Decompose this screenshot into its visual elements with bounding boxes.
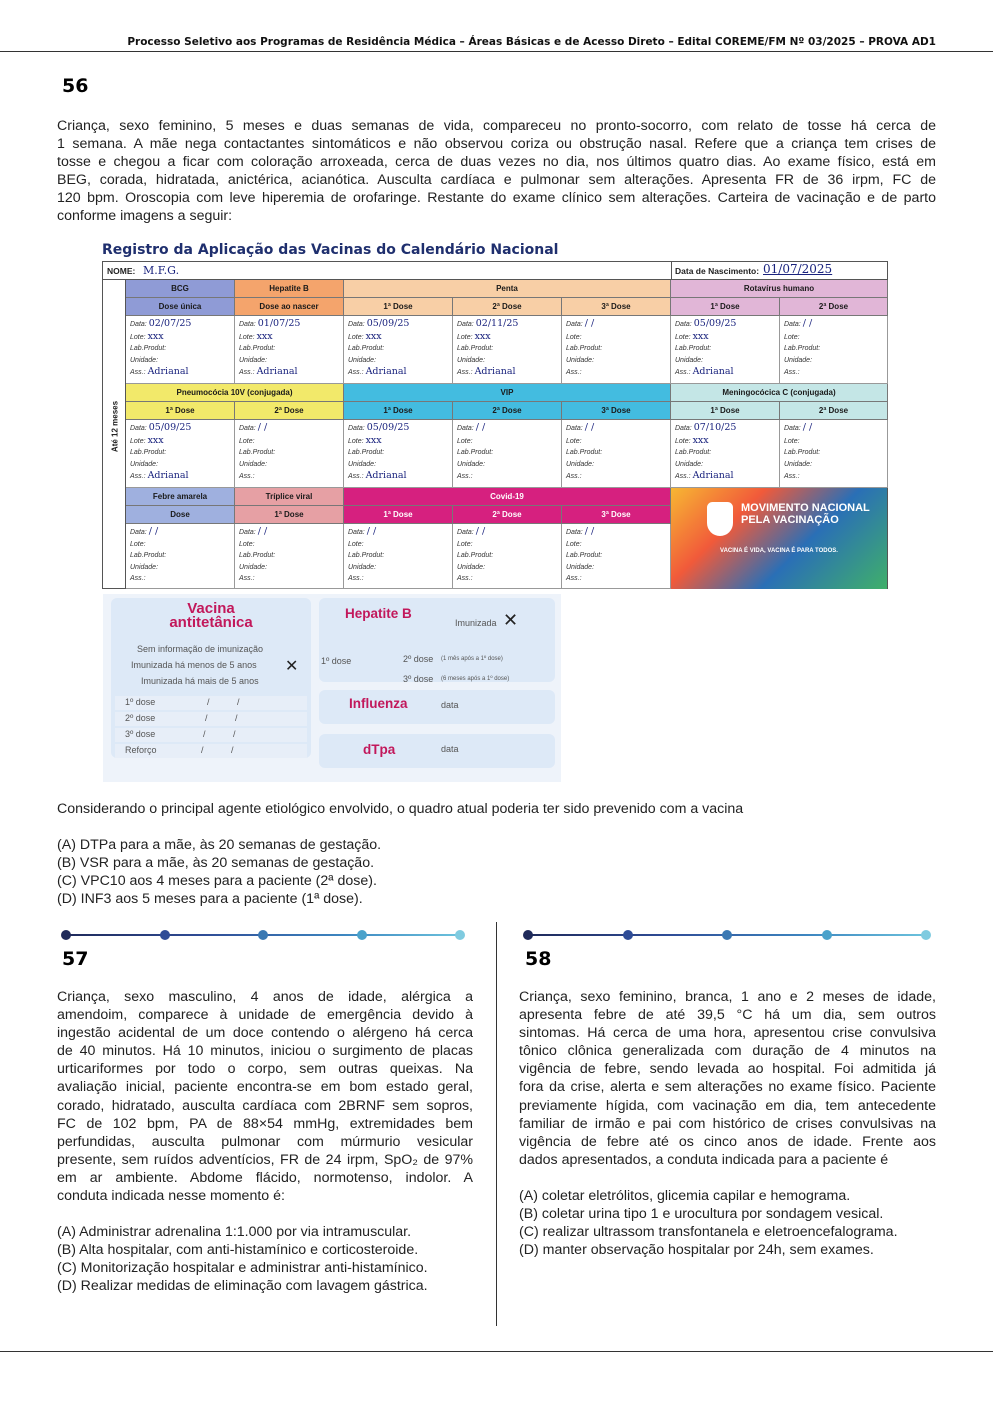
- timeline-decoration-right: [523, 928, 931, 942]
- field-label-unidade: Unidade:: [675, 460, 704, 468]
- field-label-ass: Ass.:: [457, 369, 473, 377]
- dose-header: 2ª Dose: [780, 298, 888, 316]
- field-label-lab: Lab.Produt:: [566, 449, 603, 457]
- handwritten-date: 07/10/25: [693, 422, 737, 433]
- dose-record-cell: [344, 420, 453, 488]
- field-label-data: Data:: [239, 529, 256, 536]
- handwritten-date: / /: [584, 526, 595, 537]
- handwritten-date: 05/09/25: [693, 318, 737, 329]
- field-label-lab: Lab.Produt:: [784, 345, 821, 353]
- handwritten-ass: Adrianal: [147, 366, 189, 378]
- answer-option[interactable]: (C) VPC10 aos 4 meses para a paciente (2ª dose).: [57, 873, 377, 889]
- field-label-lab: Lab.Produt:: [348, 449, 385, 457]
- field-label-ass: Ass.:: [239, 575, 255, 583]
- hepatitis-b-dose-2-note: (1 mês após a 1º dose): [441, 656, 503, 662]
- field-label-lab: Lab.Produt:: [457, 345, 494, 353]
- field-label-lab: Lab.Produt:: [130, 552, 167, 560]
- field-label-lote: Lote:: [784, 333, 800, 341]
- question-56-prompt: [57, 800, 936, 818]
- answer-option[interactable]: (C) realizar ultrassom transfontanela e eletroencefalograma.: [519, 1224, 898, 1240]
- age-side-label: [103, 280, 126, 589]
- handwritten-lote: xxx: [692, 434, 709, 446]
- handwritten-date: / /: [148, 526, 159, 537]
- field-label-lote: Lote:: [348, 540, 364, 548]
- penta-header: Penta: [344, 280, 671, 298]
- statement-line: Criança, sexo feminino, branca, 1 ano e 2 meses de idade,: [519, 989, 936, 1005]
- dose-header: Dose única: [126, 298, 235, 316]
- dose-header: 1ª Dose: [126, 402, 235, 420]
- vaccine-card-title: Registro da Aplicação das Vacinas do Calendário Nacional: [102, 242, 559, 258]
- field-label-data: Data:: [130, 321, 147, 328]
- field-label-ass: Ass.:: [675, 473, 691, 481]
- dose-record-cell: [235, 420, 344, 488]
- field-label-lote: Lote:: [675, 437, 691, 445]
- dose-record-cell: [780, 420, 888, 488]
- statement-line: BEG, corada, hidratada, anictérica, acianótica. Ausculta cardíaca e pulmonar sem alterações. Apresenta FR de 36 irpm, FC de: [57, 172, 936, 189]
- handwritten-date: 05/09/25: [148, 422, 192, 433]
- statement-line: sintomas. Há cerca de uma hora, apresentou crise convulsiva: [519, 1025, 936, 1042]
- field-label-ass: Ass.:: [348, 473, 364, 481]
- tetanus-title: [111, 602, 311, 630]
- answer-option[interactable]: (A) DTPa para a mãe, às 20 semanas de gestação.: [57, 837, 382, 853]
- dtpa-title: dTpa: [363, 742, 396, 757]
- field-label-unidade: Unidade:: [566, 356, 595, 364]
- name-separator: [671, 262, 672, 280]
- question-number-57: 57: [62, 948, 89, 970]
- statement-line: familiar de irmão e pai com histórico de crises convulsivas na: [519, 1115, 936, 1132]
- statement-line: fora da crise, alerta e sem alterações no exame físico. Paciente: [519, 1079, 936, 1096]
- handwritten-date: / /: [257, 526, 268, 537]
- timeline-dot: [61, 930, 71, 940]
- field-label-lote: Lote:: [457, 437, 473, 445]
- field-label-lab: Lab.Produt:: [566, 345, 603, 353]
- field-label-lab: Lab.Produt:: [239, 449, 276, 457]
- answer-option[interactable]: (C) Monitorização hospitalar e administrar anti-histamínico.: [57, 1260, 428, 1276]
- answer-option[interactable]: (D) Realizar medidas de eliminação com lavagem gástrica.: [57, 1278, 428, 1294]
- banner-subtitle: VACINA É VIDA, VACINA É PARA TODOS.: [720, 548, 838, 554]
- field-label-unidade: Unidade:: [348, 356, 377, 364]
- field-label-data: Data:: [566, 425, 583, 432]
- statement-line: corado, hidratado, ausculta cardíaca com 2BRNF sem sopros,: [57, 1097, 473, 1114]
- tetanus-dose-3: 3º dose: [125, 729, 156, 739]
- field-label-ass: Ass.:: [566, 369, 582, 377]
- tetanus-opt-2: Imunizada há menos de 5 anos: [131, 660, 257, 670]
- statement-line: em ar ambiente. Abdome flácido, normotenso, indolor. A: [57, 1169, 473, 1186]
- dose-header: 2ª Dose: [235, 402, 344, 420]
- field-label-ass: Ass.:: [566, 473, 582, 481]
- handwritten-lote: xxx: [692, 330, 709, 342]
- field-label-ass: Ass.:: [130, 575, 146, 583]
- header-rule: [0, 51, 993, 52]
- field-label-data: Data:: [239, 321, 256, 328]
- question-56-prompt-text: Considerando o principal agente etiológico envolvido, o quadro atual poderia ter sido prevenido com a vacina: [57, 801, 744, 817]
- handwritten-date: / /: [475, 526, 486, 537]
- timeline-dot: [357, 930, 367, 940]
- handwritten-lote: xxx: [474, 330, 491, 342]
- statement-line: amendoim, comparece à unidade de emergência devido à: [57, 1007, 473, 1024]
- question-number-58: 58: [525, 948, 552, 970]
- date-slash: / /: [201, 745, 234, 755]
- timeline-decoration-left: [61, 928, 465, 942]
- dose-header: 1ª Dose: [344, 402, 453, 420]
- timeline-dot: [160, 930, 170, 940]
- statement-line: vigência de febre até os cinco anos de idade. Frente aos: [519, 1133, 936, 1150]
- field-label-ass: Ass.:: [239, 473, 255, 481]
- statement-line: Criança, sexo masculino, 4 anos de idade, alérgica a: [57, 989, 473, 1005]
- dose-header: 1ª Dose: [344, 298, 453, 316]
- field-label-data: Data:: [130, 529, 147, 536]
- handwritten-ass: Adrianal: [256, 366, 298, 378]
- handwritten-ass: Adrianal: [474, 366, 516, 378]
- handwritten-date: / /: [475, 422, 486, 433]
- dtpa-date-label: data: [441, 744, 459, 754]
- tetanus-dose-2: 2º dose: [125, 713, 156, 723]
- hepatitis-b-dose-1: 1º dose: [321, 656, 352, 666]
- field-label-ass: Ass.:: [675, 369, 691, 377]
- timeline-dot: [722, 930, 732, 940]
- field-label-ass: Ass.:: [784, 369, 800, 377]
- statement-line: 120 bpm. Oroscopia com leve hiperemia de orofaringe. Restante do exame clínico sem alterações. Carteira de vacinação e de parto: [57, 190, 936, 207]
- field-label-unidade: Unidade:: [457, 356, 486, 364]
- influenza-date-label: data: [441, 700, 459, 710]
- field-label-ass: Ass.:: [348, 369, 364, 377]
- handwritten-date: 02/11/25: [475, 318, 519, 329]
- statement-line: vigência de febre, sendo levada ao hospital. Foi admitida já: [519, 1061, 936, 1078]
- handwritten-date: 05/09/25: [366, 422, 410, 433]
- meningococcal-header: Meningocócica C (conjugada): [671, 384, 888, 402]
- statement-line: tosse e chegou a ficar com coloração arroxeada, cerca de duas vezes no dia, nos últimos quatro dias. Ao exame físico, está em: [57, 154, 936, 171]
- timeline-dot: [623, 930, 633, 940]
- field-label-lote: Lote:: [566, 333, 582, 341]
- dose-record-cell: [671, 316, 780, 384]
- footer-rule: [0, 1351, 993, 1352]
- age-side-text: Até 12 meses: [110, 400, 120, 453]
- answer-option[interactable]: (A) coletar eletrólitos, glicemia capilar e hemograma.: [519, 1188, 851, 1204]
- dose-record-cell: [671, 420, 780, 488]
- dose-header: 1ª Dose: [671, 402, 780, 420]
- tetanus-vaccine-box: [111, 598, 311, 758]
- dose-record-cell: [235, 316, 344, 384]
- question-58-options: [519, 1187, 898, 1259]
- statement-line: dados apresentados, a conduta indicada para a paciente é: [519, 1151, 889, 1168]
- handwritten-ass: Adrianal: [365, 470, 407, 482]
- question-57-options: [57, 1223, 428, 1295]
- field-label-ass: Ass.:: [130, 473, 146, 481]
- field-label-lote: Lote:: [566, 437, 582, 445]
- tetanus-booster: Reforço: [125, 745, 157, 755]
- field-label-data: Data:: [348, 425, 365, 432]
- field-label-lote: Lote:: [457, 333, 473, 341]
- field-label-unidade: Unidade:: [348, 563, 377, 571]
- answer-option[interactable]: (D) INF3 aos 5 meses para a paciente (1ª dose).: [57, 891, 363, 907]
- pneumococcal-header: Pneumocócia 10V (conjugada): [126, 384, 344, 402]
- statement-line: apresenta febre de até 39,5 °C há um dia, sem outros: [519, 1007, 936, 1024]
- yellow-fever-header: Febre amarela: [126, 488, 235, 506]
- field-label-lote: Lote:: [239, 333, 255, 341]
- field-label-lab: Lab.Produt:: [784, 449, 821, 457]
- field-label-lab: Lab.Produt:: [457, 449, 494, 457]
- hepatitis-b-box: [319, 598, 555, 682]
- statement-line: avaliação inicial, paciente encontra-se em bom estado geral,: [57, 1079, 473, 1096]
- date-slash: / /: [203, 729, 236, 739]
- question-57-statement: [57, 988, 473, 1205]
- field-label-unidade: Unidade:: [566, 460, 595, 468]
- statement-line: urticariformes por todo o corpo, sem outras queixas. Na: [57, 1061, 473, 1078]
- field-label-unidade: Unidade:: [457, 563, 486, 571]
- dose-record-cell: [562, 420, 671, 488]
- dose-record-cell: [453, 316, 562, 384]
- field-label-data: Data:: [457, 529, 474, 536]
- handwritten-lote: xxx: [256, 330, 273, 342]
- dose-header: 2ª Dose: [780, 402, 888, 420]
- field-label-unidade: Unidade:: [239, 356, 268, 364]
- field-label-lote: Lote:: [130, 540, 146, 548]
- hepatitis-b-header: Hepatite B: [235, 280, 344, 298]
- dose-header: 1ª Dose: [671, 298, 780, 316]
- tetanus-dose-1: 1º dose: [125, 697, 156, 707]
- question-number-56: 56: [62, 75, 89, 97]
- statement-line: FC de 102 bpm, PA de 88×54 mmHg, extremidades bem: [57, 1115, 473, 1132]
- timeline-dot: [822, 930, 832, 940]
- handwritten-lote: xxx: [365, 330, 382, 342]
- field-label-lote: Lote:: [675, 333, 691, 341]
- statement-line: 1 semana. A mãe nega contactantes sintomáticos e não observou coriza ou obstrução nasal. Refere que a criança tem crises de: [57, 136, 936, 153]
- statement-line: previamente hígida, com vacinação em dia, tem antecedente: [519, 1097, 936, 1114]
- vaccination-campaign-banner: [671, 488, 887, 589]
- field-label-data: Data:: [675, 321, 692, 328]
- bcg-header: BCG: [126, 280, 235, 298]
- hepatitis-b-title: Hepatite B: [345, 606, 412, 621]
- dose-record-cell: [780, 316, 888, 384]
- influenza-title: Influenza: [349, 696, 408, 711]
- field-label-lab: Lab.Produt:: [130, 345, 167, 353]
- field-label-lote: Lote:: [566, 540, 582, 548]
- field-label-data: Data:: [566, 529, 583, 536]
- check-mark-icon: ✕: [285, 656, 299, 675]
- dose-record-cell: [126, 524, 235, 589]
- answer-option[interactable]: (B) VSR para a mãe, às 20 semanas de gestação.: [57, 855, 375, 871]
- hepatitis-b-immunized: Imunizada: [455, 618, 497, 628]
- field-label-unidade: Unidade:: [130, 356, 159, 364]
- hepatitis-b-dose-3-note: (6 meses após a 1º dose): [441, 676, 510, 682]
- field-label-lote: Lote:: [348, 437, 364, 445]
- field-label-ass: Ass.:: [239, 369, 255, 377]
- dose-record-cell: [562, 524, 671, 589]
- covid-header: Covid-19: [344, 488, 671, 506]
- dose-header: 1ª Dose: [344, 506, 453, 524]
- handwritten-date: / /: [802, 422, 813, 433]
- dose-header: 2ª Dose: [453, 506, 562, 524]
- field-label-lab: Lab.Produt:: [675, 449, 712, 457]
- field-label-data: Data:: [348, 529, 365, 536]
- page-header: Processo Seletivo aos Programas de Residência Médica – Áreas Básicas e de Acesso Direto – Edital COREME/FM Nº 03/2025 – PROVA AD1: [127, 36, 936, 48]
- timeline-dot: [523, 930, 533, 940]
- handwritten-date: 01/07/25: [257, 318, 301, 329]
- hepatitis-b-dose-3: 3º dose: [403, 674, 434, 684]
- hepatitis-b-dose-2: 2º dose: [403, 654, 434, 664]
- question-56-options: [57, 836, 381, 908]
- field-label-data: Data:: [566, 321, 583, 328]
- field-label-lote: Lote:: [239, 437, 255, 445]
- field-label-lote: Lote:: [130, 437, 146, 445]
- field-label-unidade: Unidade:: [784, 356, 813, 364]
- dose-header: 3ª Dose: [562, 298, 671, 316]
- handwritten-ass: Adrianal: [692, 470, 734, 482]
- handwritten-date: / /: [584, 422, 595, 433]
- handwritten-date: 05/09/25: [366, 318, 410, 329]
- handwritten-lote: xxx: [365, 434, 382, 446]
- shield-mascot-icon: [707, 502, 733, 536]
- card-name-row: [103, 262, 887, 280]
- birthdate-value: 01/07/2025: [763, 262, 833, 276]
- question-58-statement: [519, 988, 936, 1169]
- field-label-ass: Ass.:: [457, 575, 473, 583]
- field-label-lab: Lab.Produt:: [457, 552, 494, 560]
- statement-line: Criança, sexo feminino, 5 meses e duas semanas de vida, compareceu no pronto-socorro, com relato de tosse há cerca de: [57, 118, 936, 134]
- statement-line: de 40 minutos. Há 10 minutos, iniciou o surgimento de placas: [57, 1043, 473, 1060]
- rotavirus-header: Rotavírus humano: [671, 280, 888, 298]
- field-label-ass: Ass.:: [348, 575, 364, 583]
- handwritten-ass: Adrianal: [365, 366, 407, 378]
- answer-option[interactable]: (B) Alta hospitalar, com anti-histamínico e corticosteroide.: [57, 1242, 419, 1258]
- field-label-lab: Lab.Produt:: [675, 345, 712, 353]
- field-label-lab: Lab.Produt:: [566, 552, 603, 560]
- handwritten-date: / /: [584, 318, 595, 329]
- date-slash: / /: [205, 713, 238, 723]
- field-label-unidade: Unidade:: [784, 460, 813, 468]
- name-label: NOME:: [107, 266, 136, 276]
- dose-record-cell: [126, 316, 235, 384]
- field-label-lote: Lote:: [348, 333, 364, 341]
- dose-record-cell: [126, 420, 235, 488]
- handwritten-lote: xxx: [147, 434, 164, 446]
- field-label-ass: Ass.:: [457, 473, 473, 481]
- timeline-dot: [921, 930, 931, 940]
- field-label-data: Data:: [130, 425, 147, 432]
- handwritten-date: / /: [366, 526, 377, 537]
- field-label-data: Data:: [457, 425, 474, 432]
- field-label-lab: Lab.Produt:: [348, 552, 385, 560]
- handwritten-lote: xxx: [147, 330, 164, 342]
- birthdate-label: Data de Nascimento:: [675, 266, 760, 276]
- mmr-header: Tríplice viral: [235, 488, 344, 506]
- dtpa-box: [319, 734, 555, 768]
- field-label-data: Data:: [457, 321, 474, 328]
- dose-header: 2ª Dose: [453, 402, 562, 420]
- dose-header: 3ª Dose: [562, 506, 671, 524]
- field-label-lote: Lote:: [239, 540, 255, 548]
- timeline-dot: [455, 930, 465, 940]
- dose-record-cell: [562, 316, 671, 384]
- vaccine-card: [102, 261, 888, 589]
- field-label-ass: Ass.:: [784, 473, 800, 481]
- handwritten-date: / /: [257, 422, 268, 433]
- dose-record-cell: [453, 420, 562, 488]
- answer-option[interactable]: (A) Administrar adrenalina 1:1.000 por via intramuscular.: [57, 1224, 412, 1240]
- field-label-unidade: Unidade:: [130, 460, 159, 468]
- date-slash: / /: [207, 697, 240, 707]
- field-label-unidade: Unidade:: [457, 460, 486, 468]
- tetanus-opt-3: Imunizada há mais de 5 anos: [141, 676, 259, 686]
- dose-record-cell: [344, 524, 453, 589]
- influenza-box: [319, 690, 555, 724]
- field-label-lote: Lote:: [784, 437, 800, 445]
- field-label-lab: Lab.Produt:: [130, 449, 167, 457]
- field-label-unidade: Unidade:: [239, 563, 268, 571]
- handwritten-ass: Adrianal: [692, 366, 734, 378]
- handwritten-date: 02/07/25: [148, 318, 192, 329]
- field-label-lab: Lab.Produt:: [348, 345, 385, 353]
- dose-record-cell: [235, 524, 344, 589]
- tetanus-opt-1: Sem informação de imunização: [137, 644, 264, 654]
- dose-record-cell: [344, 316, 453, 384]
- field-label-lab: Lab.Produt:: [239, 345, 276, 353]
- field-label-lote: Lote:: [457, 540, 473, 548]
- timeline-dot: [258, 930, 268, 940]
- dose-header: 1ª Dose: [235, 506, 344, 524]
- dose-record-cell: [453, 524, 562, 589]
- statement-line: presente, sem ruídos adventícios, FR de 24 irpm, SpO₂ de 97%: [57, 1151, 473, 1168]
- field-label-data: Data:: [239, 425, 256, 432]
- vip-header: VIP: [344, 384, 671, 402]
- check-mark-icon: ✕: [503, 610, 519, 631]
- field-label-data: Data:: [784, 425, 801, 432]
- tetanus-title-text: Vacina antitetânica: [169, 600, 253, 631]
- name-value: M.F.G.: [143, 264, 180, 277]
- field-label-ass: Ass.:: [130, 369, 146, 377]
- field-label-unidade: Unidade:: [675, 356, 704, 364]
- field-label-ass: Ass.:: [566, 575, 582, 583]
- field-label-data: Data:: [675, 425, 692, 432]
- dose-header: Dose: [126, 506, 235, 524]
- dose-header: Dose ao nascer: [235, 298, 344, 316]
- field-label-unidade: Unidade:: [239, 460, 268, 468]
- dose-header: 2ª Dose: [453, 298, 562, 316]
- statement-line: perfundidas, ausculta pulmonar com múrmurio vesicular: [57, 1133, 473, 1150]
- field-label-lab: Lab.Produt:: [239, 552, 276, 560]
- handwritten-date: / /: [802, 318, 813, 329]
- dose-header: 3ª Dose: [562, 402, 671, 420]
- field-label-lote: Lote:: [130, 333, 146, 341]
- banner-title: MOVIMENTO NACIONAL PELA VACINAÇÃO: [741, 502, 870, 526]
- answer-option[interactable]: (B) coletar urina tipo 1 e urocultura por sondagem vesical.: [519, 1206, 884, 1222]
- handwritten-ass: Adrianal: [147, 470, 189, 482]
- additional-vaccine-records: [103, 594, 561, 782]
- field-label-unidade: Unidade:: [348, 460, 377, 468]
- field-label-data: Data:: [784, 321, 801, 328]
- field-label-unidade: Unidade:: [566, 563, 595, 571]
- field-label-unidade: Unidade:: [130, 563, 159, 571]
- question-56-statement: [57, 117, 936, 226]
- statement-line: tônico clônica generalizada com duração de 4 minutos na: [519, 1043, 936, 1060]
- statement-line: conforme imagens a seguir:: [57, 208, 233, 225]
- statement-line: conduta indicada nesse momento é:: [57, 1188, 285, 1205]
- statement-line: ingestão acidental de um doce contendo o alérgeno há cerca: [57, 1025, 473, 1042]
- answer-option[interactable]: (D) manter observação hospitalar por 24h, sem exames.: [519, 1242, 874, 1258]
- column-divider: [496, 922, 497, 1326]
- field-label-data: Data:: [348, 321, 365, 328]
